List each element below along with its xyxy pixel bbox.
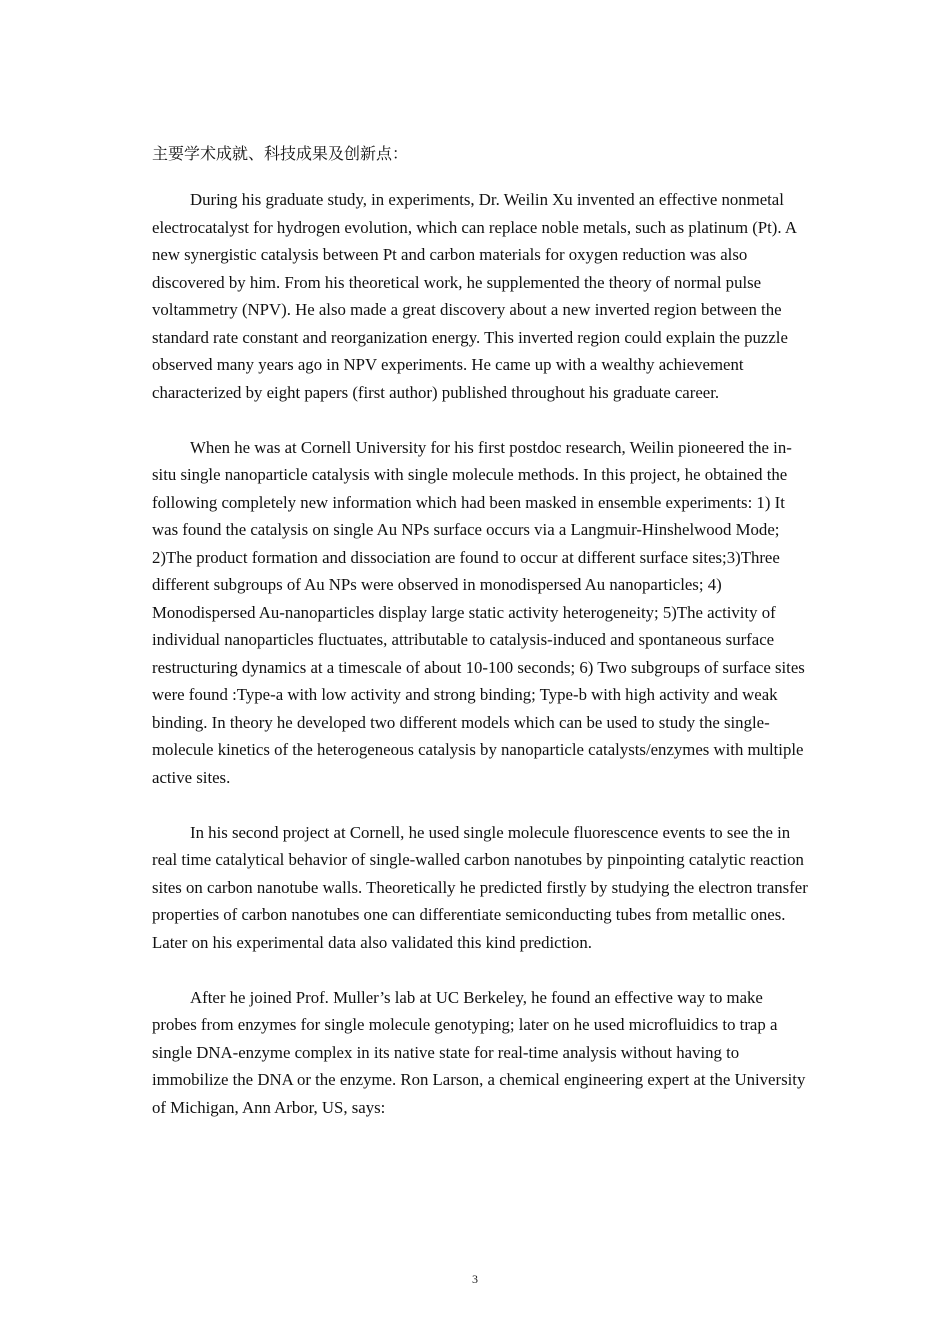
paragraph-graduate-study: During his graduate study, in experiments, Dr. Weilin Xu invented an effective nonmetal electrocatalyst for hydrogen evolution, which can replace noble metals, such as platinum (Pt). A new synergistic catalysis between Pt and carbon materials for oxygen reduction was also discovered by him. From his theoretical work, he supplemented the theory of normal pulse voltammetry (NPV). He also made a great discovery about a new inverted region between the standard rate constant and reorganization energy. This inverted region could explain the puzzle observed many years ago in NPV experiments. He came up with a wealthy achievement characterized by eight papers (first author) published throughout his graduate career. xyxy=(152,190,797,402)
paragraph-uc-berkeley: After he joined Prof. Muller’s lab at UC Berkeley, he found an effective way to make probes from enzymes for single molecule genotyping; later on he used microfluidics to trap a single DNA-enzyme complex in its native state for real-time analysis without having to immobilize the DNA or the enzyme. Ron Larson, a chemical engineering expert at the University of Michigan, Ann Arbor, US, says: xyxy=(152,987,806,1117)
page-number: 3 xyxy=(472,1272,478,1286)
paragraph-cornell-first-postdoc: When he was at Cornell University for his first postdoc research, Weilin pioneered the in-situ single nanoparticle catalysis with single molecule methods. In this project, he obtained the following completely new information which had been masked in ensemble experiments: 1) It was found the catalysis on single Au NPs surface occurs via a Langmuir-Hinshelwood Mode; 2)The product formation and dissociation are found to occur at different surface sites;3)Three different subgroups of Au NPs were observed in monodispersed Au nanoparticles; 4) Monodispersed Au-nanoparticles display large static activity heterogeneity; 5)The activity of individual nanoparticles fluctuates, attributable to catalysis-induced and spontaneous surface restructuring dynamics at a timescale of about 10-100 seconds; 6) Two subgroups of surface sites were found :Type-a with low activity and strong binding; Type-b with high activity and weak binding. In theory he developed two different models which can be used to study the single-molecule kinetics of the heterogeneous catalysis by nanoparticle catalysts/enzymes with multiple active sites. xyxy=(152,437,805,787)
document-body xyxy=(152,140,808,1121)
paragraph-cornell-second-project: In his second project at Cornell, he used single molecule fluorescence events to see the in real time catalytical behavior of single-walled carbon nanotubes by pinpointing catalytic reaction sites on carbon nanotube walls. Theoretically he predicted firstly by studying the electron transfer properties of carbon nanotubes one can differentiate semiconducting tubes from metallic ones. Later on his experimental data also validated this kind prediction. xyxy=(152,822,808,952)
section-heading: 主要学术成就、科技成果及创新点： xyxy=(152,144,409,163)
